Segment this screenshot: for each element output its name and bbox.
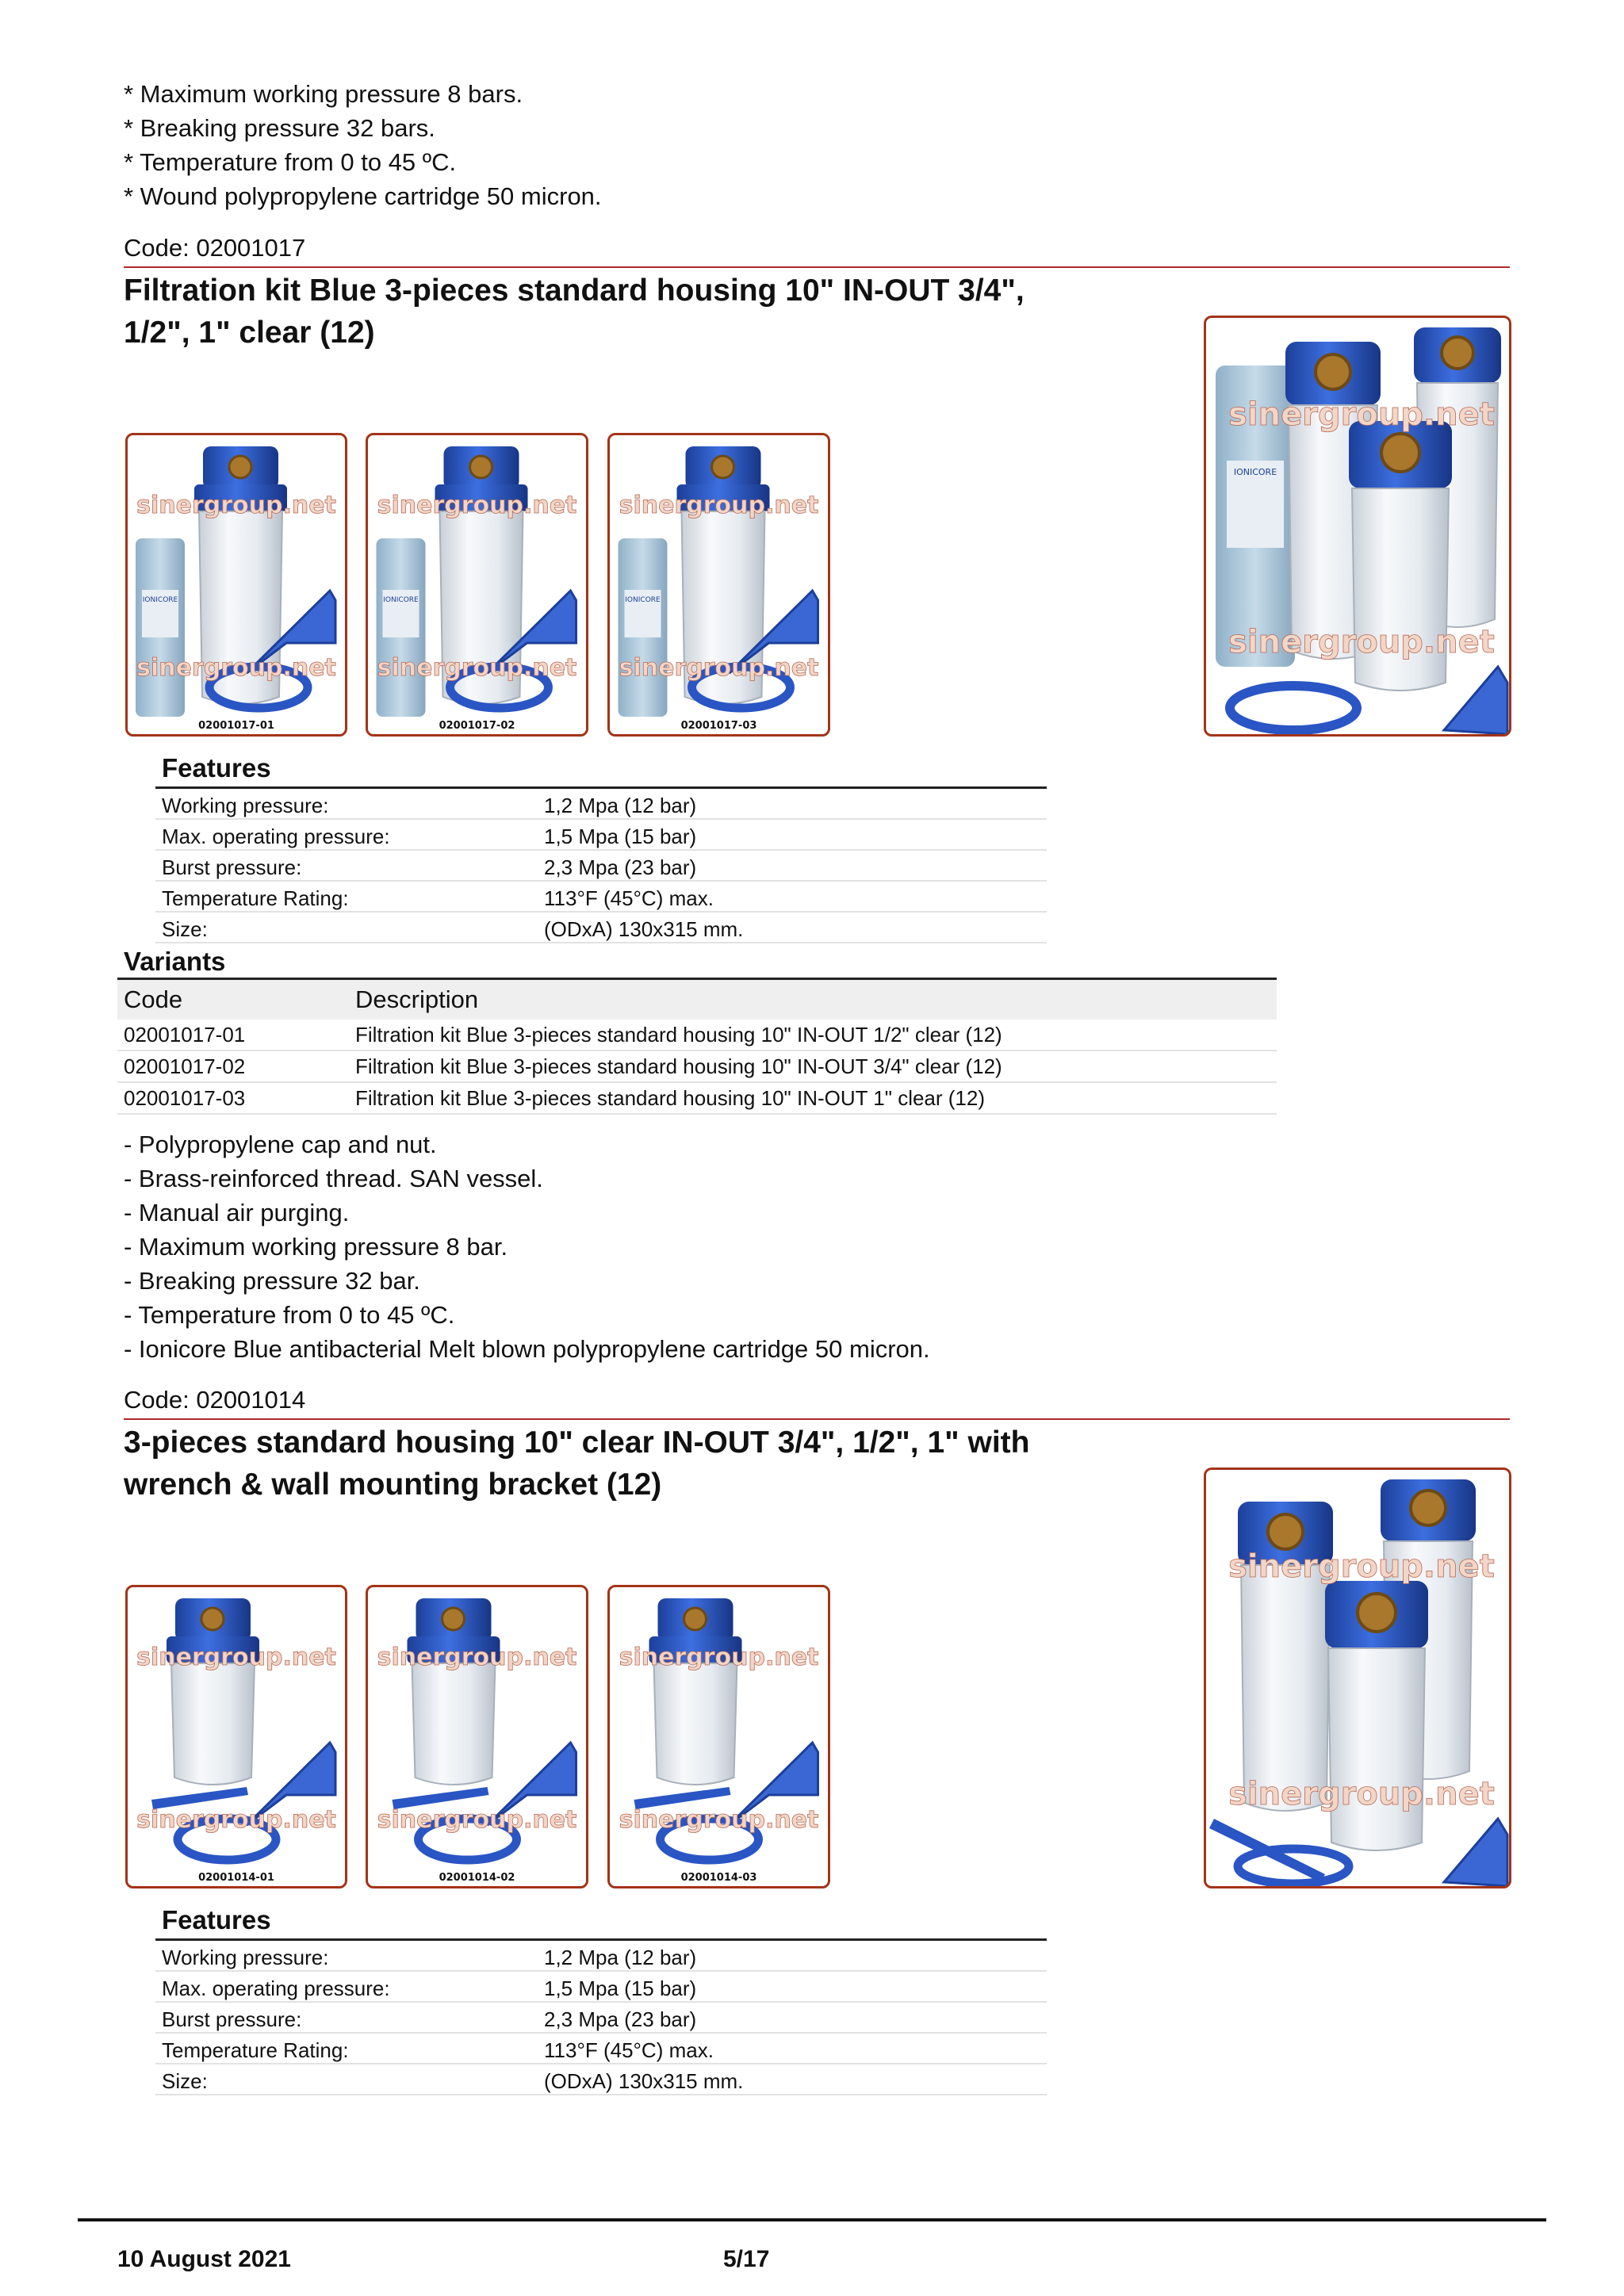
product-code: Code: 02001014 [124, 1386, 306, 1414]
table-row[interactable] [117, 1050, 1277, 1082]
bullet-line: * Temperature from 0 to 45 ºC. [124, 148, 457, 176]
svg-text:sinergroup.net: sinergroup.net [619, 492, 819, 519]
feature-key: Burst pressure: [155, 850, 538, 881]
feature-value: 1,5 Mpa (15 bar) [538, 1971, 1047, 2002]
feature-value: 1,2 Mpa (12 bar) [538, 1940, 1047, 1972]
svg-text:02001017-03: 02001017-03 [680, 720, 757, 732]
variant-description: Filtration kit Blue 3-pieces standard housing 10" IN-OUT 1" clear (12) [349, 1082, 1277, 1114]
table-row [155, 881, 1047, 912]
svg-text:sinergroup.net: sinergroup.net [1228, 1776, 1495, 1812]
table-row [155, 850, 1047, 881]
feature-value: 1,5 Mpa (15 bar) [538, 819, 1047, 850]
variants-table [117, 978, 1277, 1115]
feature-value: 2,3 Mpa (23 bar) [538, 2002, 1047, 2033]
bullet-line: * Maximum working pressure 8 bars. [124, 80, 523, 108]
features-heading: Features [162, 753, 271, 783]
footer-divider [78, 2218, 1546, 2221]
bullet-line: - Temperature from 0 to 45 ºC. [124, 1301, 455, 1329]
svg-text:02001017-02: 02001017-02 [439, 720, 515, 732]
feature-key: Size: [155, 912, 538, 943]
product-title [124, 1422, 1155, 1506]
variant-code: 02001017-01 [117, 1020, 349, 1050]
table-row [155, 2033, 1047, 2064]
svg-text:sinergroup.net: sinergroup.net [1228, 396, 1495, 433]
product-thumbnail[interactable] [366, 433, 588, 737]
table-row [155, 1940, 1047, 1972]
svg-text:sinergroup.net: sinergroup.net [1228, 1548, 1495, 1585]
features-table [155, 1938, 1047, 2095]
feature-value: 113°F (45°C) max. [538, 2033, 1047, 2064]
svg-text:sinergroup.net: sinergroup.net [619, 654, 819, 682]
svg-text:02001014-01: 02001014-01 [198, 1872, 274, 1884]
svg-text:sinergroup.net: sinergroup.net [1228, 624, 1495, 660]
svg-text:sinergroup.net: sinergroup.net [619, 1806, 819, 1834]
feature-value: (ODxA) 130x315 mm. [538, 2064, 1047, 2095]
variant-code: 02001017-03 [117, 1082, 349, 1114]
product-thumbnail[interactable] [366, 1585, 588, 1888]
feature-key: Temperature Rating: [155, 2033, 538, 2064]
table-row [155, 2064, 1047, 2095]
table-row [155, 2002, 1047, 2033]
variant-description: Filtration kit Blue 3-pieces standard housing 10" IN-OUT 3/4" clear (12) [349, 1050, 1277, 1082]
section-divider [124, 1418, 1510, 1420]
svg-text:IONICORE: IONICORE [142, 596, 178, 604]
table-row [155, 1971, 1047, 2002]
variants-heading: Variants [124, 947, 226, 976]
footer-date: 10 August 2021 [117, 2246, 291, 2272]
feature-value: 113°F (45°C) max. [538, 881, 1047, 912]
svg-text:sinergroup.net: sinergroup.net [377, 492, 577, 519]
title-line: 1/2", 1" clear (12) [124, 316, 375, 350]
svg-text:sinergroup.net: sinergroup.net [377, 1644, 577, 1671]
column-header-code: Code [117, 979, 349, 1020]
bullet-line: - Ionicore Blue antibacterial Melt blown polypropylene cartridge 50 micron. [124, 1335, 930, 1363]
title-line: wrench & wall mounting bracket (12) [124, 1468, 662, 1502]
bullet-line: - Manual air purging. [124, 1199, 350, 1226]
bullet-line: - Polypropylene cap and nut. [124, 1131, 437, 1158]
feature-key: Max. operating pressure: [155, 1971, 538, 2002]
bullet-line: * Breaking pressure 32 bars. [124, 114, 435, 142]
product-title [124, 270, 1155, 354]
feature-key: Temperature Rating: [155, 881, 538, 912]
product-thumbnail[interactable] [607, 1585, 830, 1888]
svg-text:IONICORE: IONICORE [1233, 467, 1277, 477]
svg-text:02001017-01: 02001017-01 [198, 720, 274, 732]
table-row [155, 788, 1047, 820]
intro-bullets [124, 77, 1313, 213]
svg-text:IONICORE: IONICORE [383, 596, 419, 604]
svg-text:02001014-02: 02001014-02 [439, 1872, 515, 1884]
product-description [124, 1127, 1392, 1366]
table-row [155, 819, 1047, 850]
svg-text:sinergroup.net: sinergroup.net [136, 1644, 336, 1671]
table-row[interactable] [117, 1020, 1277, 1050]
product-code: Code: 02001017 [124, 234, 306, 262]
features-heading: Features [162, 1905, 271, 1934]
svg-text:sinergroup.net: sinergroup.net [136, 654, 336, 682]
table-header-row [117, 979, 1277, 1020]
feature-key: Size: [155, 2064, 538, 2095]
page-number: 5/17 [723, 2246, 770, 2272]
svg-text:sinergroup.net: sinergroup.net [136, 1806, 336, 1834]
product-thumbnail[interactable] [125, 1585, 347, 1888]
table-row [155, 912, 1047, 943]
svg-text:IONICORE: IONICORE [625, 596, 661, 604]
feature-value: 1,2 Mpa (12 bar) [538, 788, 1047, 820]
feature-key: Working pressure: [155, 788, 538, 820]
feature-value: (ODxA) 130x315 mm. [538, 912, 1047, 943]
bullet-line: - Brass-reinforced thread. SAN vessel. [124, 1165, 543, 1192]
bullet-line: - Maximum working pressure 8 bar. [124, 1233, 508, 1261]
bullet-line: * Wound polypropylene cartridge 50 micron. [124, 182, 602, 210]
variant-code: 02001017-02 [117, 1050, 349, 1082]
svg-text:02001014-03: 02001014-03 [680, 1872, 757, 1884]
variant-description: Filtration kit Blue 3-pieces standard housing 10" IN-OUT 1/2" clear (12) [349, 1020, 1277, 1050]
section-divider [124, 266, 1510, 268]
column-header-description: Description [349, 979, 1277, 1020]
table-row[interactable] [117, 1082, 1277, 1114]
features-table [155, 786, 1047, 943]
feature-value: 2,3 Mpa (23 bar) [538, 850, 1047, 881]
feature-key: Working pressure: [155, 1940, 538, 1972]
title-line: 3-pieces standard housing 10" clear IN-OUT 3/4", 1/2", 1" with [124, 1425, 1030, 1460]
title-line: Filtration kit Blue 3-pieces standard housing 10" IN-OUT 3/4", [124, 274, 1025, 308]
svg-text:sinergroup.net: sinergroup.net [619, 1644, 819, 1671]
svg-text:sinergroup.net: sinergroup.net [377, 1806, 577, 1834]
product-thumbnail[interactable] [607, 433, 830, 737]
product-main-image[interactable] [1204, 316, 1511, 737]
bullet-line: - Breaking pressure 32 bar. [124, 1267, 420, 1295]
feature-key: Burst pressure: [155, 2002, 538, 2033]
product-thumbnail[interactable] [125, 433, 347, 737]
svg-text:sinergroup.net: sinergroup.net [136, 492, 336, 519]
product-main-image[interactable] [1204, 1468, 1511, 1888]
feature-key: Max. operating pressure: [155, 819, 538, 850]
svg-text:sinergroup.net: sinergroup.net [377, 654, 577, 682]
